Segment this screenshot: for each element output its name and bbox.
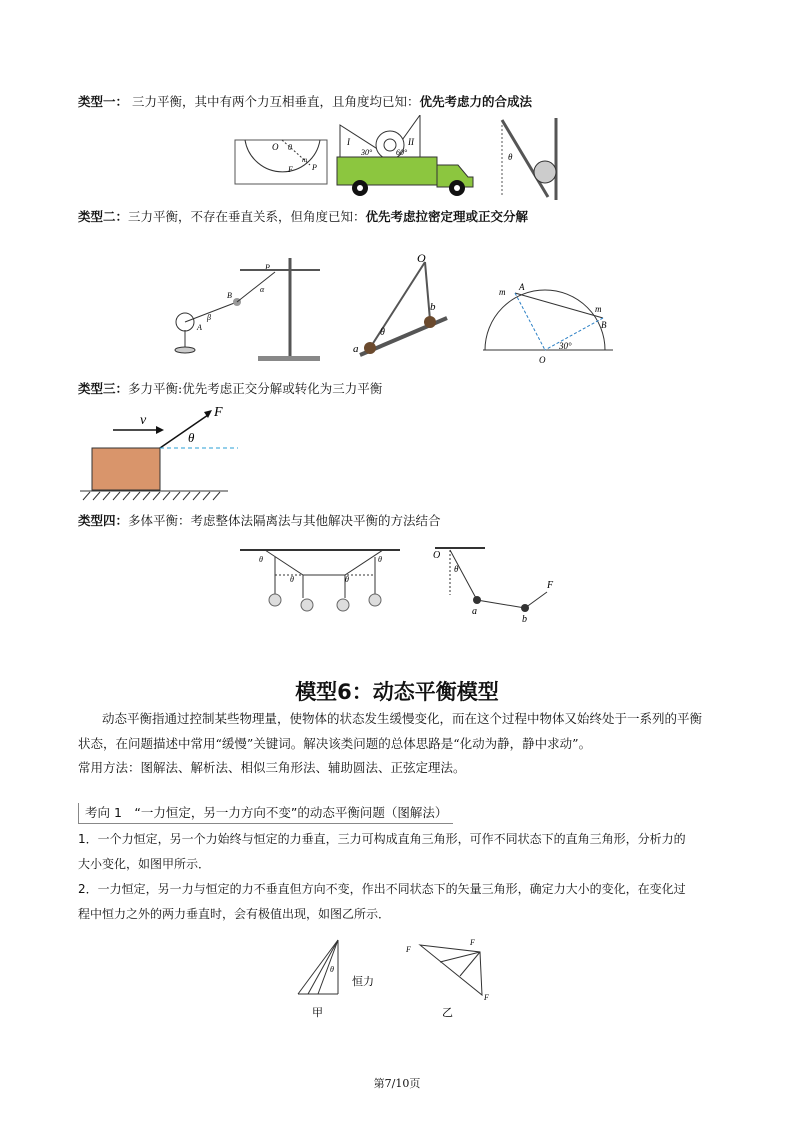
label-30: 30° — [361, 148, 373, 157]
item1a: 1．一个力恒定，另一个力始终与恒定的力垂直，三力可构成直角三角形，可作不同状态下的直角三角形，分析力的 — [78, 832, 686, 846]
type2-figures — [165, 250, 625, 370]
label-theta1b: θ — [378, 555, 382, 564]
label-a2: a — [472, 606, 477, 617]
label-theta2a: θ — [290, 575, 294, 584]
type3-line — [78, 379, 382, 397]
label-theta1: θ — [259, 555, 263, 564]
type4-text: 多体平衡：考虑整体法隔离法与其他解决平衡的方法结合 — [128, 513, 441, 528]
label-m: m — [302, 156, 308, 164]
label-F: F — [288, 165, 293, 174]
type3-label: 类型三： — [78, 381, 129, 396]
type4-figures — [235, 540, 595, 625]
label-beta: β — [207, 313, 211, 322]
label-jia: 甲 — [312, 1007, 323, 1019]
type2-line — [78, 207, 528, 225]
label-theta2b: θ — [345, 575, 349, 584]
label-a: a — [353, 343, 359, 355]
type3-figure — [78, 400, 248, 505]
label-m1: m — [499, 287, 506, 297]
type2-label: 类型二： — [78, 209, 129, 224]
label-30b: 30° — [559, 341, 572, 351]
label-F2b: F — [406, 945, 411, 954]
type1-line — [78, 92, 532, 110]
label-F3b: F — [470, 938, 475, 947]
label-P: P — [312, 163, 317, 172]
label-O3: O — [539, 355, 546, 365]
label-O: O — [272, 142, 279, 152]
type1-text: 三力平衡，其中有两个力互相垂直，且角度均已知： — [128, 94, 420, 109]
label-B2: B — [601, 320, 607, 330]
label-b: b — [430, 301, 436, 313]
label-60: 60° — [396, 148, 408, 157]
label-II: II — [408, 137, 414, 147]
type1-bold: 优先考虑力的合成法 — [419, 94, 533, 109]
type2-text: 三力平衡，不存在垂直关系，但角度已知： — [128, 209, 366, 224]
type1-label: 类型一： — [78, 94, 129, 109]
figures-jia-yi — [290, 930, 510, 1025]
label-theta3: θ — [188, 430, 195, 445]
type4-line — [78, 511, 441, 529]
label-b2: b — [522, 614, 527, 625]
type4-label: 类型四： — [78, 513, 129, 528]
label-O4: O — [433, 550, 441, 561]
item1b: 大小变化，如图甲所示． — [78, 857, 211, 871]
label-F3: F — [547, 580, 554, 591]
type2-bold: 优先考虑拉密定理或正交分解 — [365, 209, 529, 224]
label-alpha: α — [260, 285, 265, 294]
item2a: 2．一力恒定，另一力与恒定的力不垂直但方向不变，作出不同状态下的矢量三角形，确定力大小的变化，在变化过 — [78, 882, 686, 896]
label-v: v — [140, 413, 147, 428]
label-theta-wall: θ — [508, 152, 513, 162]
label-theta4: θ — [454, 564, 459, 574]
label-F2: F — [214, 405, 223, 420]
label-B: B — [227, 291, 232, 300]
label-theta: θ — [288, 143, 292, 152]
para2: 常用方法：图解法、解析法、相似三角形法、辅助圆法、正弦定理法。 — [78, 760, 466, 775]
para1: 动态平衡指通过控制某些物理量，使物体的状态发生缓慢变化，而在这个过程中物体又始终处于一系列的平衡 — [102, 711, 703, 726]
section-title: 模型6：动态平衡模型 — [295, 680, 499, 704]
label-A2: A — [519, 282, 525, 292]
label-F1: F — [484, 993, 489, 1002]
label-theta2: θ — [380, 327, 385, 338]
label-O2: O — [417, 251, 426, 265]
item2b: 程中恒力之外的两力垂直时，会有极值出现，如图乙所示． — [78, 907, 391, 921]
label-I: I — [347, 137, 350, 147]
para1b: 状态，在问题描述中常用“缓慢”关键词。解决该类问题的总体思路是“化动为静，静中求动”。 — [78, 736, 592, 751]
type3-text: 多力平衡:优先考虑正交分解或转化为三力平衡 — [128, 381, 383, 396]
label-yi: 乙 — [442, 1007, 453, 1019]
label-theta5: θ — [330, 965, 334, 974]
label-m2: m — [595, 304, 602, 314]
label-hengli: 恒力 — [352, 976, 374, 988]
kaoxiang-heading: 考向 1 “一力恒定，另一力方向不变”的动态平衡问题（图解法） — [78, 803, 453, 824]
label-P2: P — [265, 263, 270, 272]
type1-figures — [230, 115, 570, 200]
label-A: A — [197, 323, 202, 332]
page-number: 第7/10页 — [373, 1077, 421, 1090]
